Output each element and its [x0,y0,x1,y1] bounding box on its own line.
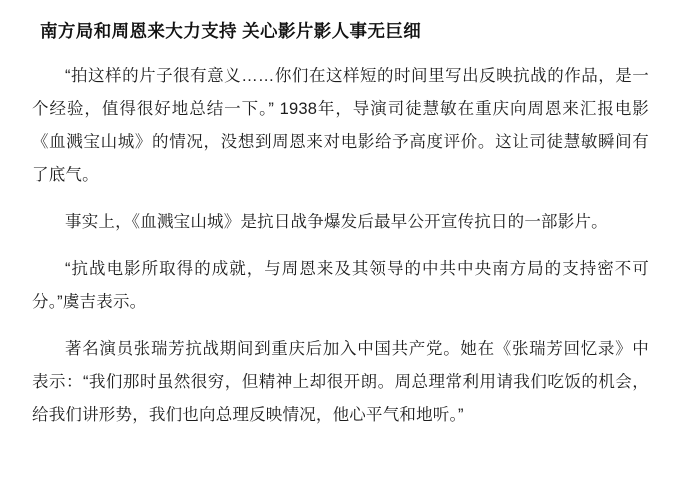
paragraph: “抗战电影所取得的成就，与周恩来及其领导的中共中央南方局的支持密不可分。”虞吉表示。 [32,260,649,312]
paragraph: 著名演员张瑞芳抗战期间到重庆后加入中国共产党。她在《张瑞芳回忆录》中表示：“我们那时虽然很穷，但精神上却很开朗。周总理常利用请我们吃饭的机会，给我们讲形势，我们也向总理反映情况，他心平气和地听。” [32,340,649,425]
paragraph: “拍这样的片子很有意义……你们在这样短的时间里写出反映抗战的作品，是一个经验，值得很好地总结一下。” 1938年，导演司徒慧敏在重庆向周恩来汇报电影《血溅宝山城》的情况，没想到周恩来对电影给予高度评价。这让司徒慧敏瞬间有了底气。 [32,67,649,185]
paragraph: 事实上，《血溅宝山城》是抗日战争爆发后最早公开宣传抗日的一部影片。 [65,213,608,232]
article-body [32,60,649,432]
page-title: 南方局和周恩来大力支持 关心影片影人事无巨细 [40,21,422,41]
